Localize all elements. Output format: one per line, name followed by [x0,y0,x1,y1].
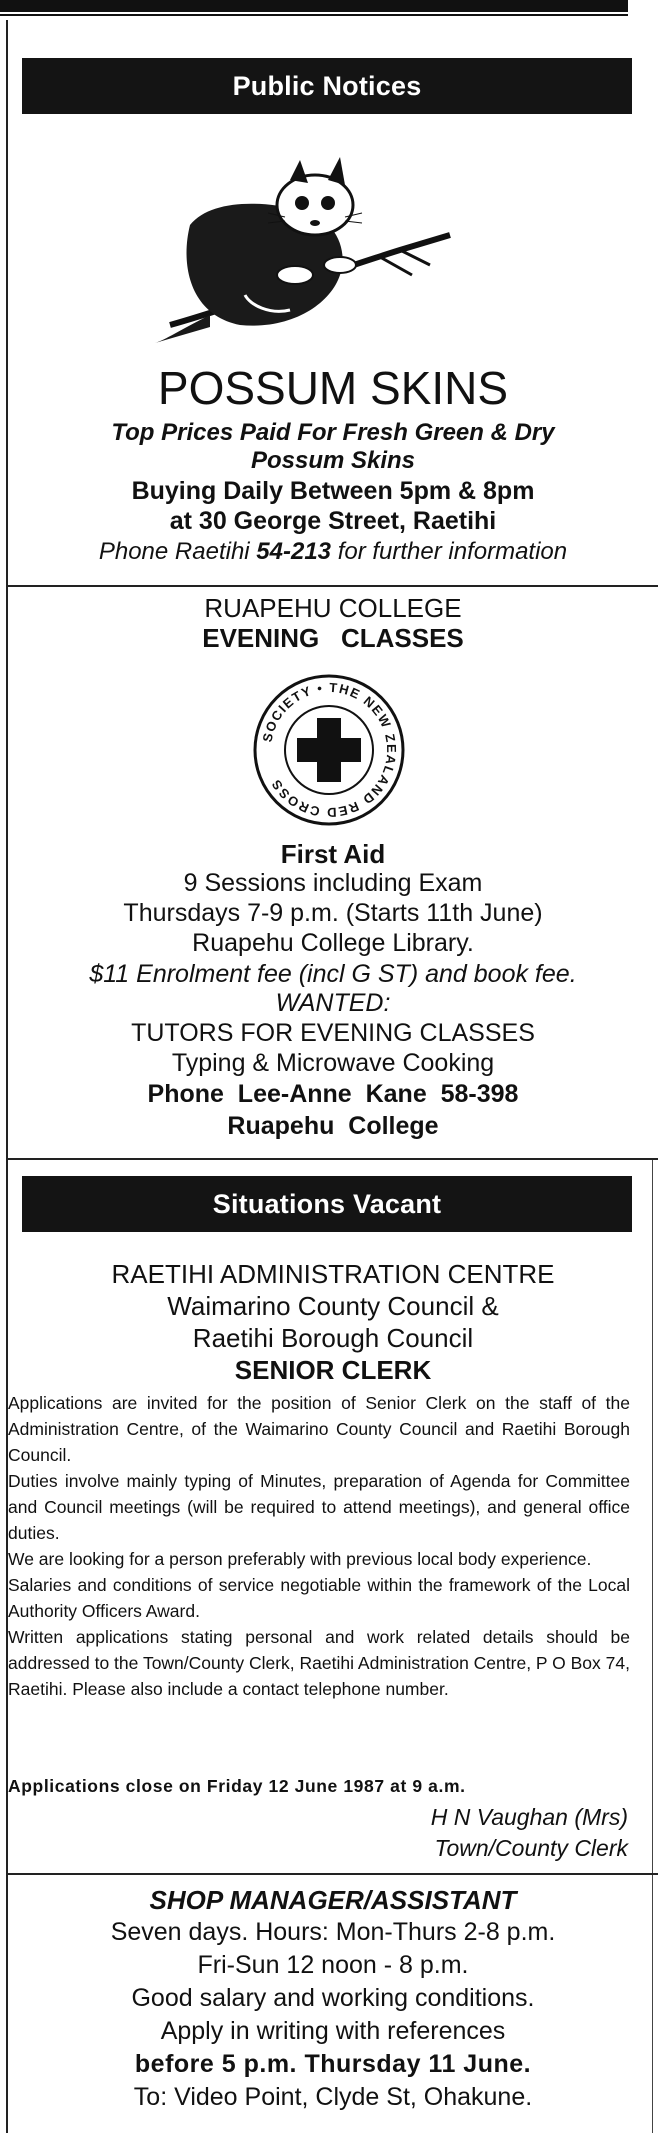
course-sessions: 9 Sessions including Exam [183,869,483,897]
clerk-paragraph: We are looking for a person preferably with previous local body experience. [8,1549,592,1569]
possum-headline: POSSUM SKINS [157,362,509,414]
section-divider [8,1873,658,1875]
possum-tagline-2: Possum Skins [250,447,416,474]
top-border [0,0,628,12]
possum-phone-prefix: Phone Raetihi [98,538,257,565]
situations-vacant-header: Situations Vacant [22,1176,632,1232]
possum-tagline-1: Top Prices Paid For Fresh Green & Dry [111,419,555,446]
signatory-name: H N Vaughan (Mrs) [430,1804,628,1830]
clerk-org-1: RAETIHI ADMINISTRATION CENTRE [111,1259,555,1289]
course-schedule: Thursdays 7-9 p.m. (Starts 11th June) [123,899,543,927]
possum-illustration [150,155,490,345]
top-rule [0,14,628,16]
possum-buying-hours: Buying Daily Between 5pm & 8pm [131,477,535,505]
section-divider [8,1158,658,1160]
evening-classes-title: EVENING CLASSES [202,623,464,653]
signatory-title: Town/County Clerk [434,1835,628,1861]
section-divider [8,585,658,587]
clerk-ad-body [8,1390,630,1702]
tutors-wanted: TUTORS FOR EVENING CLASSES [131,1019,535,1047]
clerk-paragraph: Applications are invited for the position of Senior Clerk on the staff of the Administration Centre, of the Waimarino County Council and Raetihi Borough Council. [8,1393,630,1465]
clerk-paragraph: Written applications stating personal and work related details should be addressed to the Town/County Clerk, Raetihi Administration Centre, P O Box 74, Raetihi. Please also include a contact telephone number. [8,1627,630,1699]
possum-phone-suffix: for further information [331,538,568,565]
possum-phone-line [8,537,658,567]
possum-address: at 30 George Street, Raetihi [169,507,497,535]
college-name: RUAPEHU COLLEGE [204,593,462,623]
college-phone: Phone Lee-Anne Kane 58-398 [147,1080,519,1108]
shop-apply: Apply in writing with references [160,2017,506,2045]
shop-hours-weekend: Fri-Sun 12 noon - 8 p.m. [197,1951,469,1979]
clerk-paragraph: Salaries and conditions of service negotiable within the framework of the Local Authority Officers Award. [8,1575,630,1621]
tutor-subjects: Typing & Microwave Cooking [171,1049,495,1077]
applications-close: Applications close on Friday 12 June 1987 at 9 a.m. [8,1776,466,1796]
clerk-org-2: Waimarino County Council & [167,1291,499,1321]
possum-phone-number: 54-213 [256,538,332,565]
clerk-org-3: Raetihi Borough Council [192,1323,474,1353]
public-notices-header: Public Notices [22,58,632,114]
red-cross-seal [251,672,407,828]
clerk-position: SENIOR CLERK [234,1355,432,1385]
clerk-paragraph: Duties involve mainly typing of Minutes, preparation of Agenda for Committee and Council meetings (will be required to attend meetings), and general office duties. [8,1471,630,1543]
course-fee: $11 Enrolment fee (incl G ST) and book fee. [89,960,577,988]
course-venue: Ruapehu College Library. [192,929,474,957]
shop-address: To: Video Point, Clyde St, Ohakune. [133,2083,533,2111]
shop-ad-title: SHOP MANAGER/ASSISTANT [149,1885,517,1915]
seal-ring-text: SOCIETY • THE NEW ZEALAND RED CROSS [259,679,400,821]
course-name: First Aid [280,839,386,869]
wanted-label: WANTED: [275,989,391,1017]
college-org: Ruapehu College [227,1112,439,1140]
shop-hours-weekday: Seven days. Hours: Mon-Thurs 2-8 p.m. [110,1918,556,1946]
shop-deadline: before 5 p.m. Thursday 11 June. [134,2050,532,2078]
shop-conditions: Good salary and working conditions. [131,1984,535,2012]
